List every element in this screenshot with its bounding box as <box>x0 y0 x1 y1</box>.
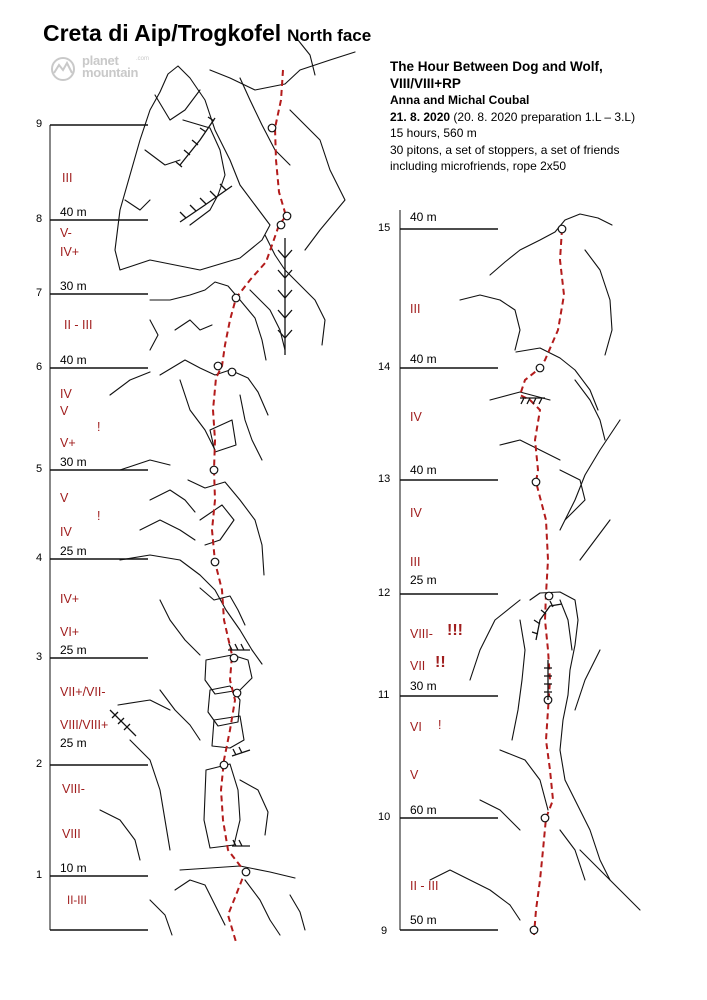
route-name-line1: The Hour Between Dog and Wolf, <box>390 59 603 74</box>
pitch-number-left: 4 <box>36 552 43 564</box>
grade-left: V+ <box>60 436 76 450</box>
grade-right: IV <box>410 410 422 424</box>
pitch-number-left: 8 <box>36 213 43 225</box>
pitch-number-left: 5 <box>36 463 43 475</box>
grade-right: VI <box>410 720 422 734</box>
pitch-number-left: 1 <box>36 869 43 881</box>
right-belays <box>530 225 566 934</box>
pitch-length-left: 10 m <box>60 861 87 875</box>
grade-left: VIII <box>62 827 81 841</box>
pitch-length-left: 40 m <box>60 205 87 219</box>
pitch-number-left: 7 <box>36 287 43 299</box>
grade-left: VIII- <box>62 782 85 796</box>
left-rock-outlines <box>100 40 355 935</box>
grade-left: IV <box>60 387 72 401</box>
grade-right: III <box>410 302 421 316</box>
grade-right: IV <box>410 506 422 520</box>
grade-left: V <box>60 491 69 505</box>
grade-left: II - III <box>64 318 93 332</box>
pitch-length-right: 50 m <box>410 913 437 927</box>
title-text: Creta di Aip/Trogkofel <box>43 20 282 46</box>
pitch-length-left: 25 m <box>60 736 87 750</box>
pitch-length-left: 25 m <box>60 544 87 558</box>
grade-right: ! <box>438 718 442 732</box>
grade-left: II-III <box>67 895 87 907</box>
pitch-length-right: 40 m <box>410 463 437 477</box>
pitch-number-right: 9 <box>381 925 388 937</box>
grade-left: IV <box>60 525 72 539</box>
pitch-length-left: 25 m <box>60 643 87 657</box>
pitch-length-right: 40 m <box>410 210 437 224</box>
grade-left: IV+ <box>60 245 80 259</box>
left-belays <box>210 124 291 876</box>
pitch-number-right: 12 <box>378 587 391 599</box>
route-gear-line1: 30 pitons, a set of stoppers, a set of friends <box>390 142 620 157</box>
grade-right: II - III <box>410 879 439 893</box>
pitch-number-left: 6 <box>36 361 43 373</box>
pitch-length-left: 40 m <box>60 353 87 367</box>
route-gear-line2: including microfriends, rope 2x50 <box>390 159 567 173</box>
grade-left: VI+ <box>60 625 80 639</box>
pitch-number-right: 10 <box>378 811 391 823</box>
grade-left: III <box>62 171 73 185</box>
grade-right: VII <box>410 659 426 673</box>
right-rock-outlines <box>430 214 640 920</box>
mountain-logo-icon <box>46 56 80 82</box>
page-title <box>43 20 371 47</box>
right-route <box>520 229 564 935</box>
pitch-number-right: 14 <box>378 361 391 373</box>
pitch-number-right: 15 <box>378 222 391 234</box>
logo-word-planet: planet <box>82 53 119 68</box>
pitch-number-left: 2 <box>36 758 43 770</box>
route-info <box>390 59 700 175</box>
route-date-rest: (20. 8. 2020 preparation 1.L – 3.L) <box>453 109 636 124</box>
grade-right: !!! <box>447 622 463 639</box>
grade-left: VIII/VIII+ <box>60 718 109 732</box>
grade-right: !! <box>435 654 446 671</box>
route-date-bold: 21. 8. 2020 <box>390 109 451 124</box>
grade-left: ! <box>97 509 101 523</box>
route-date <box>390 109 700 126</box>
logo-word-mountain: mountain <box>82 65 139 80</box>
pitch-length-right: 25 m <box>410 573 437 587</box>
route-climbers: Anna and Michal Coubal <box>390 93 530 107</box>
pitch-number-right: 13 <box>378 473 391 485</box>
pitch-number-left: 9 <box>36 118 43 130</box>
pitch-number-right: 11 <box>378 689 390 701</box>
pitch-length-left: 30 m <box>60 279 87 293</box>
title-subtitle: North face <box>287 26 372 45</box>
grade-left: V <box>60 404 69 418</box>
route-duration: 15 hours, 560 m <box>390 126 477 140</box>
route-name-line2: VIII/VIII+RP <box>390 75 461 91</box>
grade-left: ! <box>97 420 101 434</box>
grade-right: V <box>410 768 419 782</box>
logo-word-com: .com <box>136 56 150 62</box>
pitch-length-right: 60 m <box>410 803 437 817</box>
left-hatching <box>110 117 292 846</box>
pitch-length-left: 30 m <box>60 455 87 469</box>
planetmountain-logo <box>46 53 150 86</box>
grade-left: V- <box>60 226 72 240</box>
grade-right: VIII- <box>410 627 433 641</box>
pitch-number-left: 3 <box>36 651 43 663</box>
grade-right: III <box>410 555 421 569</box>
grade-left: VII+/VII- <box>60 685 106 699</box>
grade-left: IV+ <box>60 592 80 606</box>
pitch-length-right: 40 m <box>410 352 437 366</box>
right-pitch-ticks <box>400 210 498 930</box>
pitch-length-right: 30 m <box>410 679 437 693</box>
